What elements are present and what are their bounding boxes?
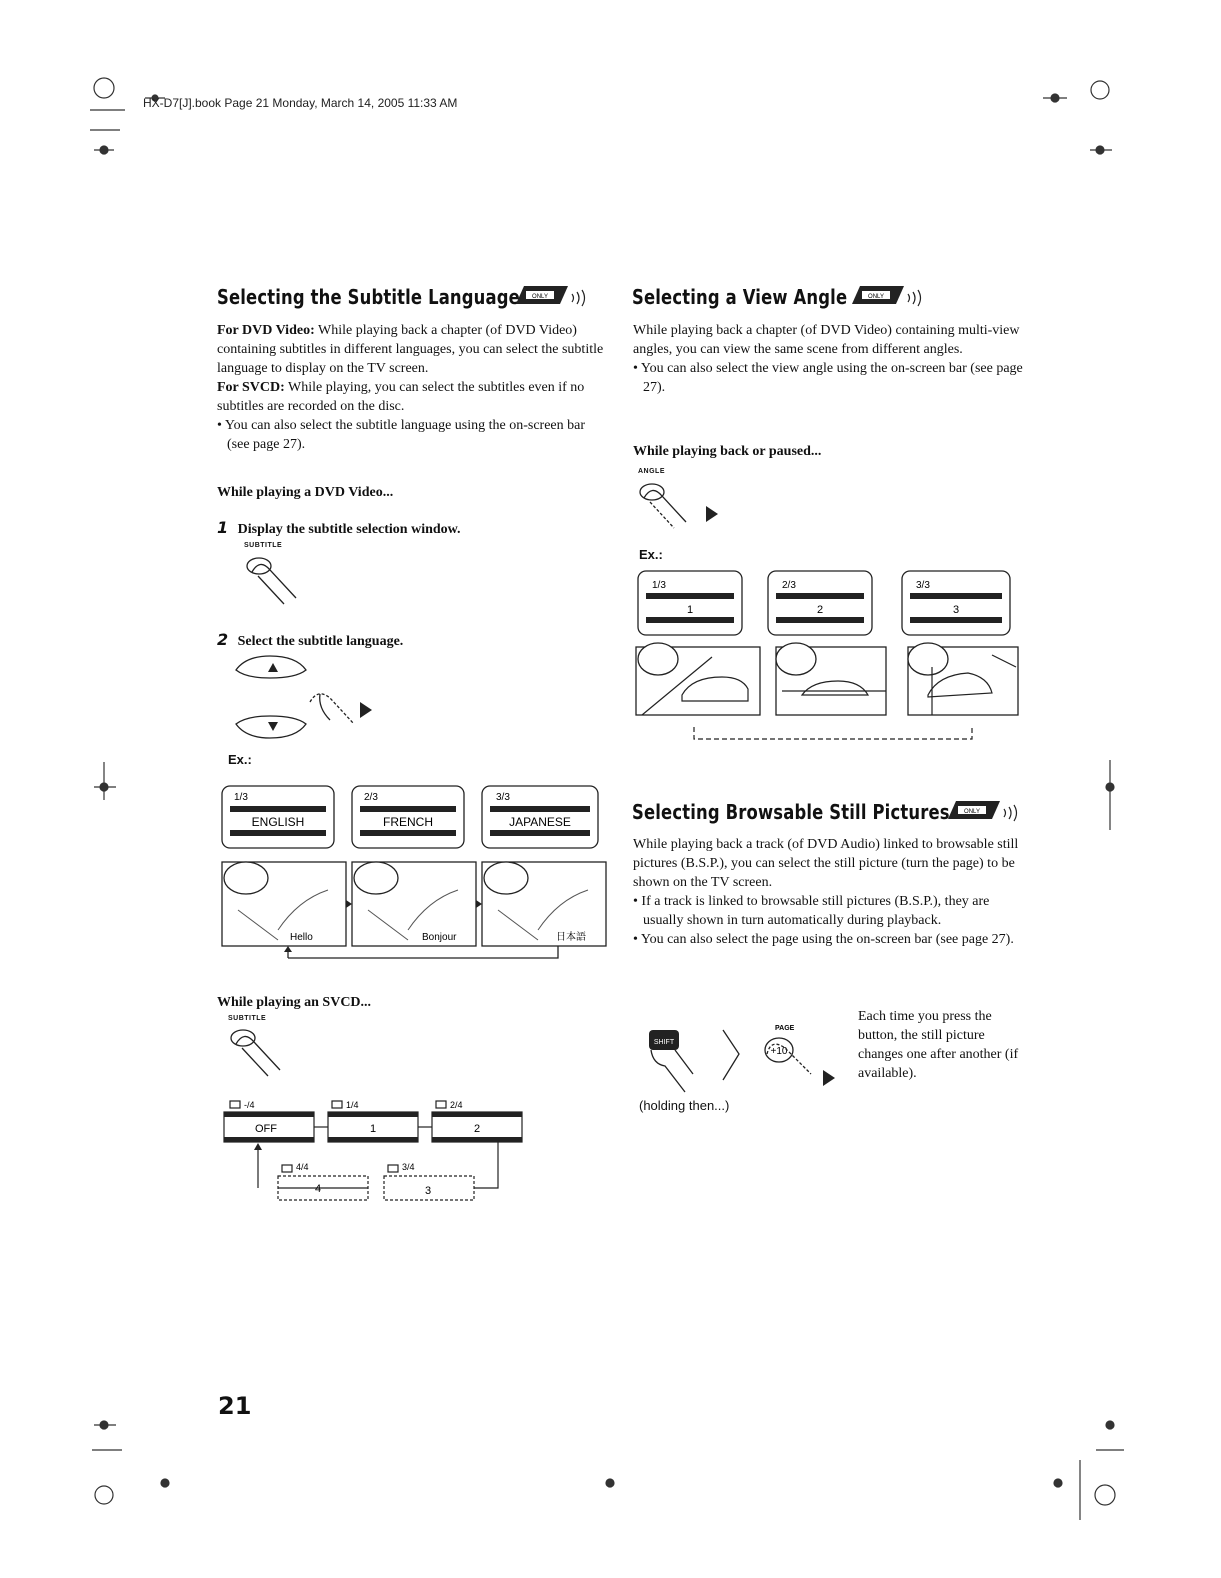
subtitle-screens xyxy=(218,780,613,965)
svg-text:ONLY: ONLY xyxy=(532,294,548,300)
svg-text:2/3: 2/3 xyxy=(364,792,378,803)
dvd-only-badge-2 xyxy=(846,282,936,310)
cursor-keys-illustration xyxy=(228,652,398,747)
svg-text:Bonjour: Bonjour xyxy=(422,932,457,943)
step-2: 2 Select the subtitle language. xyxy=(217,630,404,649)
svg-text:ONLY: ONLY xyxy=(868,294,884,300)
arrow-right-icon xyxy=(360,702,372,718)
subtitle-bullet: • You can also select the subtitle language using the on-screen bar (see page 27). xyxy=(217,418,586,452)
svg-text:FRENCH: FRENCH xyxy=(383,815,433,829)
subtitle-intro: For DVD Video: While playing back a chapter (of DVD Video) containing subtitles in different languages, you can select the subtitle language to display on the TV screen. For SVCD: While playing, you can select the subtitles even if no subtitles are recorded on the disc. • You can also select the subtitle language using the on-screen bar (see page 27). xyxy=(217,321,607,454)
each-time-note: Each time you press the button, the still picture changes one after another (if available). xyxy=(858,1009,1019,1081)
while-dvd-label: While playing a DVD Video... xyxy=(217,485,394,500)
svg-text:1/3: 1/3 xyxy=(652,580,666,591)
svcd-subtitle-sequence xyxy=(218,1094,528,1212)
angle-key-tag: ANGLE xyxy=(638,468,665,475)
angle-press-illustration xyxy=(636,478,736,533)
example-label-2: Ex.: xyxy=(639,547,663,562)
svg-text:4/4: 4/4 xyxy=(296,1162,309,1172)
step-1: 1 Display the subtitle selection window. xyxy=(217,518,461,537)
svg-text:3/3: 3/3 xyxy=(496,792,510,803)
svg-text:1: 1 xyxy=(369,1123,377,1135)
svg-text:2: 2 xyxy=(473,1123,481,1135)
svg-text:日本語: 日本語 xyxy=(556,932,586,943)
svg-text:-/4: -/4 xyxy=(244,1100,255,1110)
svg-text:Hello: Hello xyxy=(290,932,313,943)
angle-screens xyxy=(632,567,1027,747)
dvd-only-badge xyxy=(510,282,600,310)
subtitle-section-title: Selecting the Subtitle Language xyxy=(217,285,520,309)
example-label: Ex.: xyxy=(228,752,252,767)
shift-page-illustration xyxy=(645,1020,855,1095)
svg-text:JAPANESE: JAPANESE xyxy=(509,815,571,829)
svg-text:1/4: 1/4 xyxy=(346,1100,359,1110)
finger-press-icon-2 xyxy=(228,1024,288,1079)
bsp-intro: While playing back a track (of DVD Audio) linked to browsable still pictures (B.S.P.), you can select the still picture (turn the page) to be shown on the TV screen. • If a track is linked to browsable still pictures (B.S.P.), they are usually shown in turn automatically during playback. • You can also select the page using the on-screen bar (see page 27). xyxy=(633,837,1019,947)
svg-text:3: 3 xyxy=(952,604,960,616)
finger-press-icon xyxy=(244,552,304,607)
view-angle-title: Selecting a View Angle xyxy=(632,285,848,309)
svg-text:2/4: 2/4 xyxy=(450,1100,463,1110)
svg-text:+10: +10 xyxy=(770,1046,788,1057)
page-number: 21 xyxy=(218,1392,252,1420)
crop-mark-icon xyxy=(94,78,114,98)
svg-text:4: 4 xyxy=(314,1183,322,1195)
bsp-title: Selecting Browsable Still Pictures xyxy=(632,800,950,824)
svg-text:SHIFT: SHIFT xyxy=(653,1039,675,1046)
while-paused-label: While playing back or paused... xyxy=(633,444,822,459)
up-arrow-icon xyxy=(268,663,278,672)
while-svcd-label: While playing an SVCD... xyxy=(217,995,372,1010)
svg-text:2: 2 xyxy=(816,604,824,616)
svg-text:OFF: OFF xyxy=(255,1123,277,1135)
dvd-audio-only-badge xyxy=(942,797,1032,825)
down-arrow-icon xyxy=(268,722,278,731)
svg-text:3/4: 3/4 xyxy=(402,1162,415,1172)
holding-label: (holding then...) xyxy=(639,1098,730,1113)
svg-text:3/3: 3/3 xyxy=(916,580,930,591)
arrow-right-icon-2 xyxy=(706,506,718,522)
svg-text:ONLY: ONLY xyxy=(964,809,980,815)
file-info: HX-D7[J].book Page 21 Monday, March 14, 2005 11:33 AM xyxy=(143,96,458,110)
subtitle-key-tag-2: SUBTITLE xyxy=(228,1015,267,1022)
arrow-right-icon-3 xyxy=(823,1070,835,1086)
svg-text:3: 3 xyxy=(424,1185,432,1197)
svg-text:1/3: 1/3 xyxy=(234,792,248,803)
svg-text:1: 1 xyxy=(686,604,694,616)
svg-text:2/3: 2/3 xyxy=(782,580,796,591)
angle-intro: While playing back a chapter (of DVD Video) containing multi-view angles, you can view the same scene from different angles. • You can also select the view angle using the on-screen bar (see page 27). xyxy=(633,323,1023,395)
subtitle-key-tag: SUBTITLE xyxy=(244,542,283,549)
svg-text:ENGLISH: ENGLISH xyxy=(251,815,305,829)
svg-text:PAGE: PAGE xyxy=(775,1025,795,1032)
